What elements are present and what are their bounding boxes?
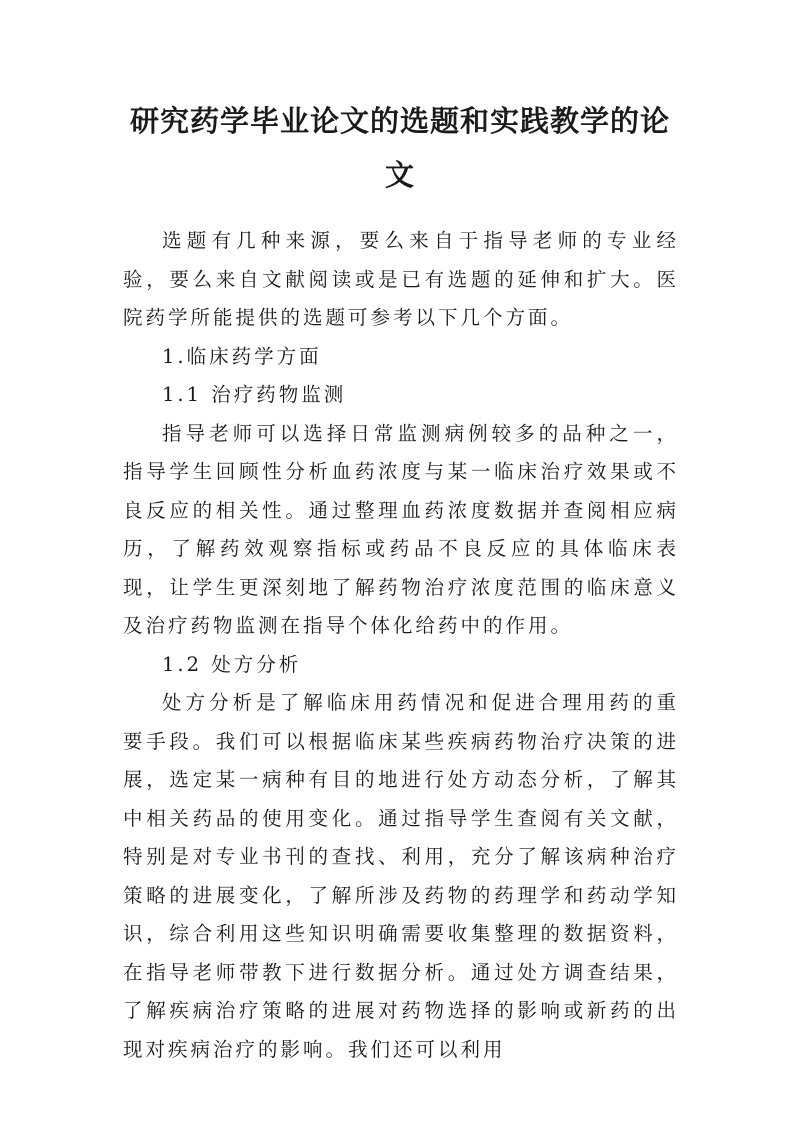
subsection-heading-prescription-analysis: 1.2 处方分析	[162, 652, 302, 676]
document-body	[123, 222, 679, 1069]
subsection-heading-drug-monitoring: 1.1 治疗药物监测	[162, 383, 347, 406]
document-title: 研究药学毕业论文的选题和实践教学的论文	[129, 104, 670, 192]
intro-paragraph: 选题有几种来源，要么来自于指导老师的专业经验，要么来自文献阅读或是已有选题的延伸和扩大。医院药学所能提供的选题可参考以下几个方面。	[123, 229, 679, 329]
drug-monitoring-paragraph: 指导老师可以选择日常监测病例较多的品种之一，指导学生回顾性分析血药浓度与某一临床治疗效果或不良反应的相关性。通过整理血药浓度数据并查阅相应病历，了解药效观察指标或药品不良反应的具体临床表现，让学生更深刻地了解药物治疗浓度范围的临床意义及治疗药物监测在指导个体化给药中的作用。	[123, 421, 679, 637]
prescription-analysis-paragraph: 处方分析是了解临床用药情况和促进合理用药的重要手段。我们可以根据临床某些疾病药物治疗决策的进展，选定某一病种有目的地进行处方动态分析，了解其中相关药品的使用变化。通过指导学生查阅有关文献，特别是对专业书刊的查找、利用，充分了解该病种治疗策略的进展变化，了解所涉及药物的药理学和药动学知识，综合利用这些知识明确需要收集整理的数据资料，在指导老师带教下进行数据分析。通过处方调查结果，了解疾病治疗策略的进展对药物选择的影响或新药的出现对疾病治疗的影响。我们还可以利用	[123, 691, 679, 1061]
section-heading-clinical-pharmacy: 1.临床药学方面	[162, 344, 322, 368]
